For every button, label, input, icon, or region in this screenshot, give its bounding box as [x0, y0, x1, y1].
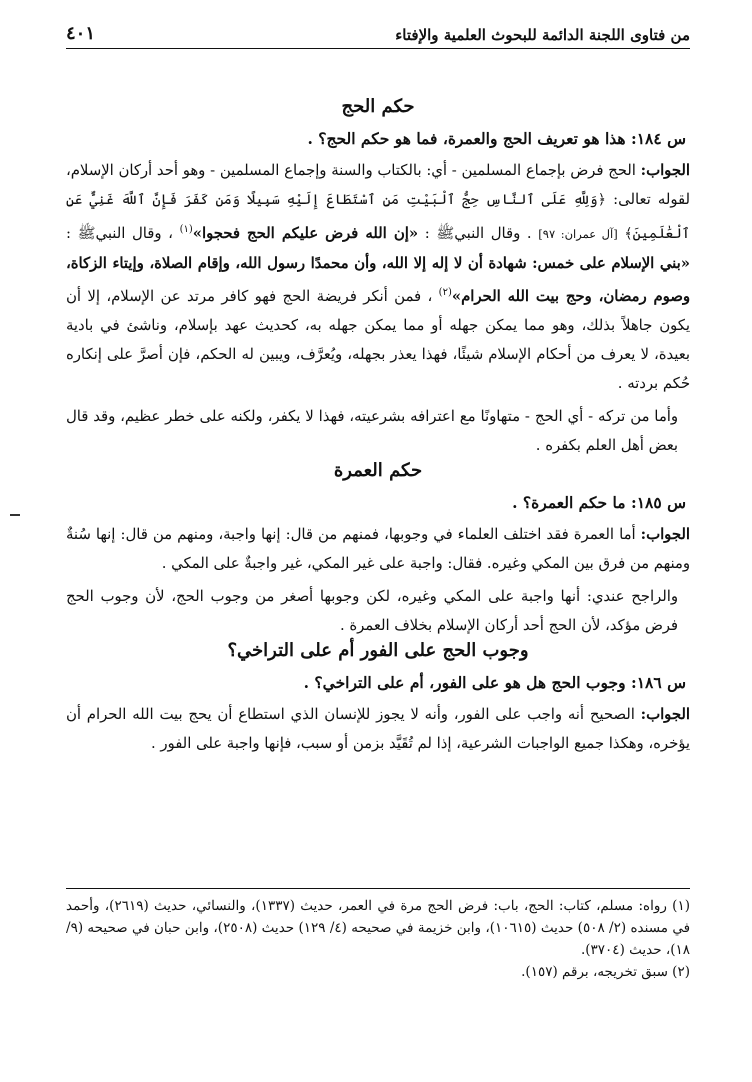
footnote-1: (١) رواه: مسلم، كتاب: الحج، باب: فرض الحج مرة في العمر، حديث (١٣٣٧)، والنسائي، حديث (٢٦١٩)، وأحمد في مسنده (٢/ ٥٠٨) حديث (١٠٦١٥)، وابن خزيمة في صحيحه (٤/ ١٢٩) حديث (٢٥٠٨)، وابن حبان في صحيحه (٩/ ١٨)، حديث (٣٧٠٤).	[66, 898, 691, 958]
footnote-ref-1[interactable]: (١)	[179, 224, 193, 235]
answer-text: ، فمن أنكر فريضة الحج فهو كافر مرتد عن الإسلام، إلا أن يكون جاهلاً بذلك، وهو مما يمكن جهله أو مما يمكن جهله به، كحديث عهد بإسلام، وناشئ في بادية بعيدة، لا يعرف من أحكام الإسلام شيئًا، فهذا يعذر بجهله، ويُعرَّف، ويبين له الحكم، فإن أصرَّ على إنكاره حُكم بردته .	[66, 287, 690, 392]
answer-text: أما العمرة فقد اختلف العلماء في وجوبها، فمنهم من قال: إنها واجبة، ومنهم من قال: إنها سُنةٌ ومنهم من فرق بين المكي وغيره. فقال: واجبة على غير المكي، غير واجبةٌ على المكي .	[66, 525, 690, 572]
page-number: ٤٠١	[66, 23, 96, 44]
hadith-quote: «بني الإسلام على خمس: شهادة أن لا إله إلا الله، وأن محمدًا رسول الله، وإقام الصلاة، وإيتاء الزكاة، وصوم رمضان، وحج بيت الله الحرام»	[66, 254, 690, 305]
question-185: س ١٨٥: ما حكم العمرة؟ .	[512, 492, 686, 512]
answer-185-paragraph-2: والراجح عندي: أنها واجبة على المكي وغيره، لكن وجوبها أصغر من وجوب الحج، لأن وجوب الحج فرض مؤكد، لأن الحج أحد أركان الإسلام بخلاف العمرة .	[66, 587, 678, 634]
margin-mark	[10, 514, 20, 516]
question-186: س ١٨٦: وجوب الحج هل هو على الفور، أم على التراخي؟ .	[303, 672, 686, 692]
page-content	[66, 96, 690, 758]
answer-text: ، وقال النبيﷺ :	[66, 224, 180, 242]
answer-label: الجواب:	[640, 162, 690, 179]
running-header	[66, 18, 690, 49]
answer-text: الصحيح أنه واجب على الفور، وأنه لا يجوز للإنسان الذي استطاع أن يحج بيت الله الحرام أن يؤخره، وهكذا جميع الواجبات الشرعية، إذا لم تُقَيَّد بزمن أو سبب، فإنها واجبة على الفور .	[66, 705, 690, 752]
answer-185-paragraph	[66, 520, 690, 578]
section-heading-hajj: حكم الحج	[341, 96, 415, 117]
question-184: س ١٨٤: هذا هو تعريف الحج والعمرة، فما هو حكم الحج؟ .	[307, 129, 686, 148]
answer-186-paragraph	[66, 700, 690, 758]
quran-verse: ﴿وَلِلَّهِ عَلَى ٱلنَّاسِ حِجُّ ٱلْبَيْتِ مَنِ ٱسْتَطَاعَ إِلَيْهِ سَبِيلًا وَمَن كَفَرَ فَإِنَّ ٱللَّهَ غَنِيٌّ عَنِ ٱلْعَٰلَمِينَ﴾	[66, 192, 690, 242]
running-title: من فتاوى اللجنة الدائمة للبحوث العلمية والإفتاء	[395, 26, 690, 44]
answer-text: . وقال النبيﷺ :	[418, 224, 539, 242]
answer-text: الحج فرض بإجماع المسلمين - أي: بالكتاب والسنة وإجماع المسلمين - وهو أحد أركان الإسلام، لقوله تعالى:	[66, 162, 691, 208]
section-heading-immediacy: وجوب الحج على الفور أم على التراخي؟	[227, 639, 529, 661]
section-heading-umrah: حكم العمرة	[333, 459, 423, 481]
answer-184-paragraph-2: وأما من تركه - أي الحج - متهاونًا مع اعترافه بشرعيته، فهذا لا يكفر، ولكنه على خطر عظيم، وقد قال بعض أهل العلم بكفره .	[66, 407, 678, 454]
verse-reference: [آل عمران: ٩٧]	[538, 226, 618, 241]
footnote-2: (٢) سبق تخريجه، برقم (١٥٧).	[521, 964, 690, 980]
hadith-quote: «إن الله فرض عليكم الحج فحجوا»	[192, 224, 419, 242]
answer-label: الجواب:	[640, 705, 690, 723]
footnote-ref-2[interactable]: (٢)	[438, 286, 452, 298]
answer-label: الجواب:	[640, 525, 690, 543]
footnotes	[66, 888, 690, 983]
answer-184-paragraph	[66, 156, 690, 398]
